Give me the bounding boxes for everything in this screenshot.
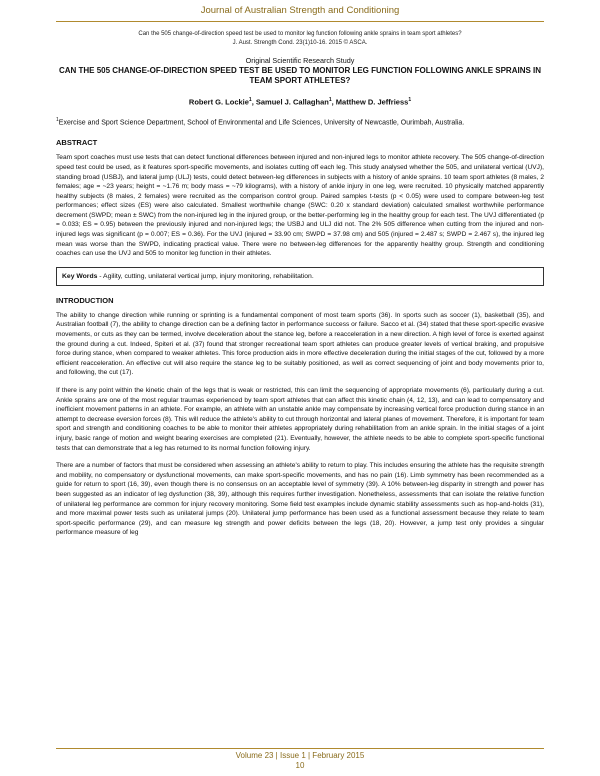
affiliation — [56, 115, 544, 129]
author-affiliation-mark: 1 — [328, 97, 332, 103]
affiliation-text: Exercise and Sport Science Department, School of Environmental and Life Sciences, University of Newcastle, Ourimbah, Australia. — [58, 118, 465, 126]
citation — [56, 30, 544, 48]
journal-name: Journal of Australian Strength and Conditioning — [200, 5, 400, 16]
header-rule — [56, 21, 544, 22]
introduction-paragraph-1: The ability to change direction while running or sprinting is a fundamental component of most team sports (36). In sports such as soccer (1), basketball (35), and Australian football (7), the ability to change direction can be a defining factor in performance success or failure. Sacco et al. (34) stated that these sport-specific evasive movements, or cuts as they can be termed, involve deceleration about the stance leg, before a reacceleration in a new direction. A high level of force is exerted against the ground during a cut. Indeed, Spiteri et al. (37) found that stronger recreational team sport athletes can produce greater levels of vertical braking, and propulsive force during stance, when compared to weaker athletes. This force production aids in more effective deceleration during the initial stages of the cut, followed by a more efficient reacceleration. An effective cut will also require the stance leg to be suitably positioned, as well as correct sequencing of joint and body movements prior to, and following, the cut (17). — [56, 311, 544, 377]
introduction-paragraph-3: There are a number of factors that must be considered when assessing an athlete's ability to return to play. This includes ensuring the athlete has the requisite strength and mobility, no compensatory or dysfunctional movements, can make sport-specific movements, and has no pain (16). Limb symmetry has been recommended as a guide for return to sport (16, 39), even though there is no consensus on an acceptable level of symmetry (39). A 10% between-leg disparity in strength and power has been suggested as an indicator of leg dysfunction (38, 39), although this requires further investigation. Nonetheless, assessments that can isolate the relative function of unilateral leg performance are common for injury recovery monitoring. Some field test examples include dynamic stability assessments such as hop-and-holds (31), and more maximal power tests such as unilateral jumps (20). Unilateral jump performance has been used as a functional assessment because they relate to team sport-specific performance (29), and can measure leg strength and power deficits between the legs (18, 20). However, a jump test only provides a singular performance measure of leg — [56, 462, 544, 537]
keywords-box — [56, 267, 544, 286]
keywords-text: - Agility, cutting, unilateral vertical jump, injury monitoring, rehabilitation. — [97, 272, 314, 280]
author-list: Robert G. Lockie$^1$, Samuel J. Callaghan$^1$, Matthew D. Jeffriess$^1$ — [188, 97, 412, 107]
article-type: Original Scientific Research Study — [245, 56, 355, 65]
journal-header — [0, 0, 600, 24]
author-name: Samuel J. Callaghan — [255, 97, 329, 107]
abstract-heading: ABSTRACT — [56, 138, 98, 148]
author-name: Robert G. Lockie — [188, 97, 249, 107]
author-affiliation-mark: 1 — [248, 97, 252, 103]
issue-info: Volume 23 | Issue 1 | February 2015 — [235, 751, 365, 760]
citation-title: Can the 505 change-of-direction speed test be used to monitor leg function following ankle sprains in team sport athletes? — [138, 31, 462, 37]
author-affiliation-mark: 1 — [408, 97, 412, 103]
page-number: 10 — [295, 761, 305, 770]
page-content — [56, 30, 544, 538]
keywords-label: Key Words — [62, 272, 98, 280]
abstract-text: Team sport coaches must use tests that can detect functional differences between injured and non-injured legs to monitor athlete recovery. The 505 change-of-direction speed test could be used, as it features sport-specific movements, and isolates cutting off each leg. This study analysed whether the 505, and unilateral vertical (UVJ), standing broad (USBJ), and lateral jump (ULJ) tests, could detect between-leg differences in subjects with a history of ankle sprains. 10 team sport athletes (8 males, 2 females; age = ~23 years; height = ~1.76 m; body mass = ~79 kilograms), with a history of ankle injury in one leg, were recruited. 10 physically matched apparently healthy subjects (8 males, 2 females) were recruited as the comparison control group. Paired samples t-tests (p < 0.05) were used to compare between-leg test performances; effect sizes (ES) were also calculated. Smallest worthwhile change (SWC: 0.20 x standard deviation) calculated smallest worthwhile performance decrement (SWPD; mean ± SWC) from the non-injured leg in the injured group, or the better-performing leg in the healthy group for each test. The UVJ differentiated (p = 0.033; ES = 0.95) between the previously injured and non-injured legs; the USBJ and ULJ did not. The 2% 505 difference when cutting from the injured and non-injured legs was significant (p = 0.007; ES = 0.36). For the UVJ (injured = 33.90 cm; SWPD = 37.98 cm) and 505 (injured = 2.487 s; SWPD = 2.467 s), the injured leg mean was worse than the SWPD, indicating practical value. There were no between-leg differences for the apparently healthy group. Strength and conditioning coaches can use the UVJ and 505 to monitor leg function in their athletes. — [56, 154, 544, 258]
citation-reference: J. Aust. Strength Cond. 23(1)10-16. 2015 © ASCA. — [232, 40, 368, 46]
introduction-heading: INTRODUCTION — [56, 295, 114, 305]
introduction-paragraph-2: If there is any point within the kinetic chain of the legs that is weak or restricted, this can limit the sequencing of appropriate movements (6), particularly during a cut. Ankle sprains are one of the most regular traumas experienced by team sport athletes that can affect this kinetic chain (4, 12, 13), and can lead to compensatory and inefficient movement patterns in an athlete. For example, an athlete with an unstable ankle may compensate by increasing vertical force production during stance in an attempt to decrease eversion forces (8). This will reduce the athlete's ability to cut through horizontal and lateral planes of movement. Therefore, it is important for team sport and strength and conditioning coaches to be able to monitor their athletes appropriately during rehabilitation from an ankle sprain. In the initial stages of a joint injury, basic range of motion and weight bearing exercises are completed (21). Eventually, however, the athlete needs to be able to complete sport-specific functional tests that can demonstrate that a leg has returned to its normal function following injury. — [56, 387, 544, 452]
page-footer — [0, 748, 600, 776]
affiliation-mark: 1 — [56, 116, 59, 123]
footer-rule — [56, 748, 544, 749]
article-title: CAN THE 505 CHANGE-OF-DIRECTION SPEED TEST BE USED TO MONITOR LEG FUNCTION FOLLOWING ANKLE SPRAINS IN TEAM SPORT ATHLETES? — [58, 66, 542, 85]
author-name: Matthew D. Jeffriess — [335, 97, 409, 107]
